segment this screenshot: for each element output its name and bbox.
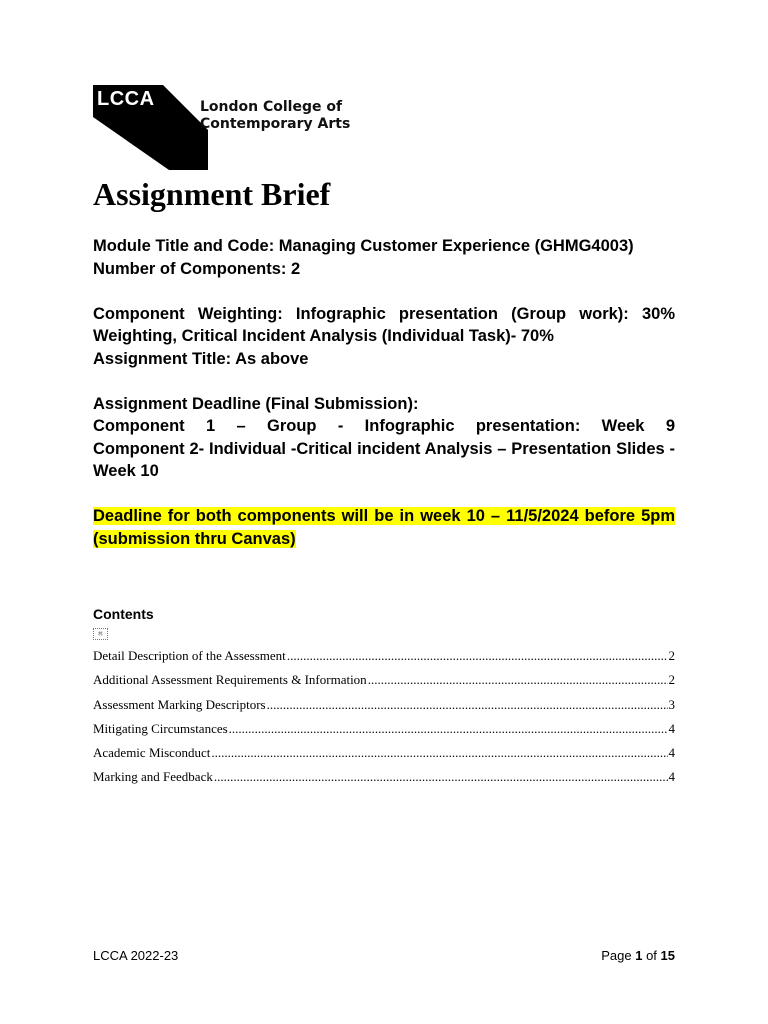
toc-item[interactable] (93, 697, 675, 721)
logo-name-line2: Contemporary Arts (200, 116, 351, 132)
toc-field-icon: ⌘ (93, 628, 108, 640)
toc-item-label: Assessment Marking Descriptors (93, 696, 266, 712)
toc-leader (214, 769, 668, 785)
toc-leader (211, 745, 667, 761)
table-of-contents (93, 648, 675, 794)
component-1: Component 1 – Group - Infographic presentation: Week 9 (93, 417, 675, 435)
page-total: 15 (660, 948, 675, 963)
toc-item-page: 4 (668, 745, 675, 761)
toc-item-label: Academic Misconduct (93, 745, 211, 761)
deadline-note-text: Deadline for both components will be in week 10 – 11/5/2024 before 5pm (submission thru Canvas) (93, 507, 675, 548)
assignment-details (93, 235, 675, 550)
number-of-components: Number of Components: 2 (93, 259, 301, 278)
page-title: Assignment Brief (93, 176, 331, 212)
toc-item-page: 2 (668, 648, 675, 663)
footer-page-number (601, 948, 675, 963)
page-current: 1 (635, 948, 643, 963)
toc-item-page: 2 (668, 672, 675, 688)
toc-item[interactable] (93, 721, 675, 745)
component-2: Component 2- Individual -Critical incident Analysis – Presentation Slides -Week 10 (93, 439, 675, 480)
toc-leader (368, 672, 668, 688)
toc-item[interactable] (93, 648, 675, 672)
toc-item-page: 3 (668, 696, 675, 712)
footer-copyright: LCCA 2022-23 (93, 948, 179, 963)
toc-item[interactable] (93, 769, 675, 793)
assignment-title: Assignment Title: As above (93, 349, 309, 368)
toc-item-label: Marking and Feedback (93, 769, 213, 785)
lcca-logo (93, 85, 393, 170)
logo-college-name (200, 99, 350, 133)
toc-leader (267, 697, 668, 713)
contents-heading: Contents (93, 606, 154, 622)
logo-name-line1: London College of (200, 99, 343, 115)
deadline-note (93, 505, 675, 550)
toc-item-page: 4 (668, 720, 675, 736)
deadline-heading: Assignment Deadline (Final Submission): (93, 394, 419, 413)
page-prefix: Page (601, 948, 632, 963)
module-title: Module Title and Code: Managing Customer Experience (GHMG4003) (93, 237, 634, 255)
toc-item-page: 4 (668, 769, 675, 785)
toc-item-label: Detail Description of the Assessment (93, 648, 286, 663)
toc-leader (287, 648, 668, 664)
toc-leader (229, 721, 668, 737)
toc-item[interactable] (93, 672, 675, 696)
logo-mark-text: LCCA (97, 88, 155, 110)
toc-item[interactable] (93, 745, 675, 769)
toc-item-label: Mitigating Circumstances (93, 720, 228, 736)
component-weighting: Component Weighting: Infographic presentation (Group work): 30% Weighting, Critical Incident Analysis (Individual Task)- 70% (93, 304, 675, 345)
page-of: of (646, 948, 657, 963)
toc-item-label: Additional Assessment Requirements & Information (93, 672, 367, 688)
